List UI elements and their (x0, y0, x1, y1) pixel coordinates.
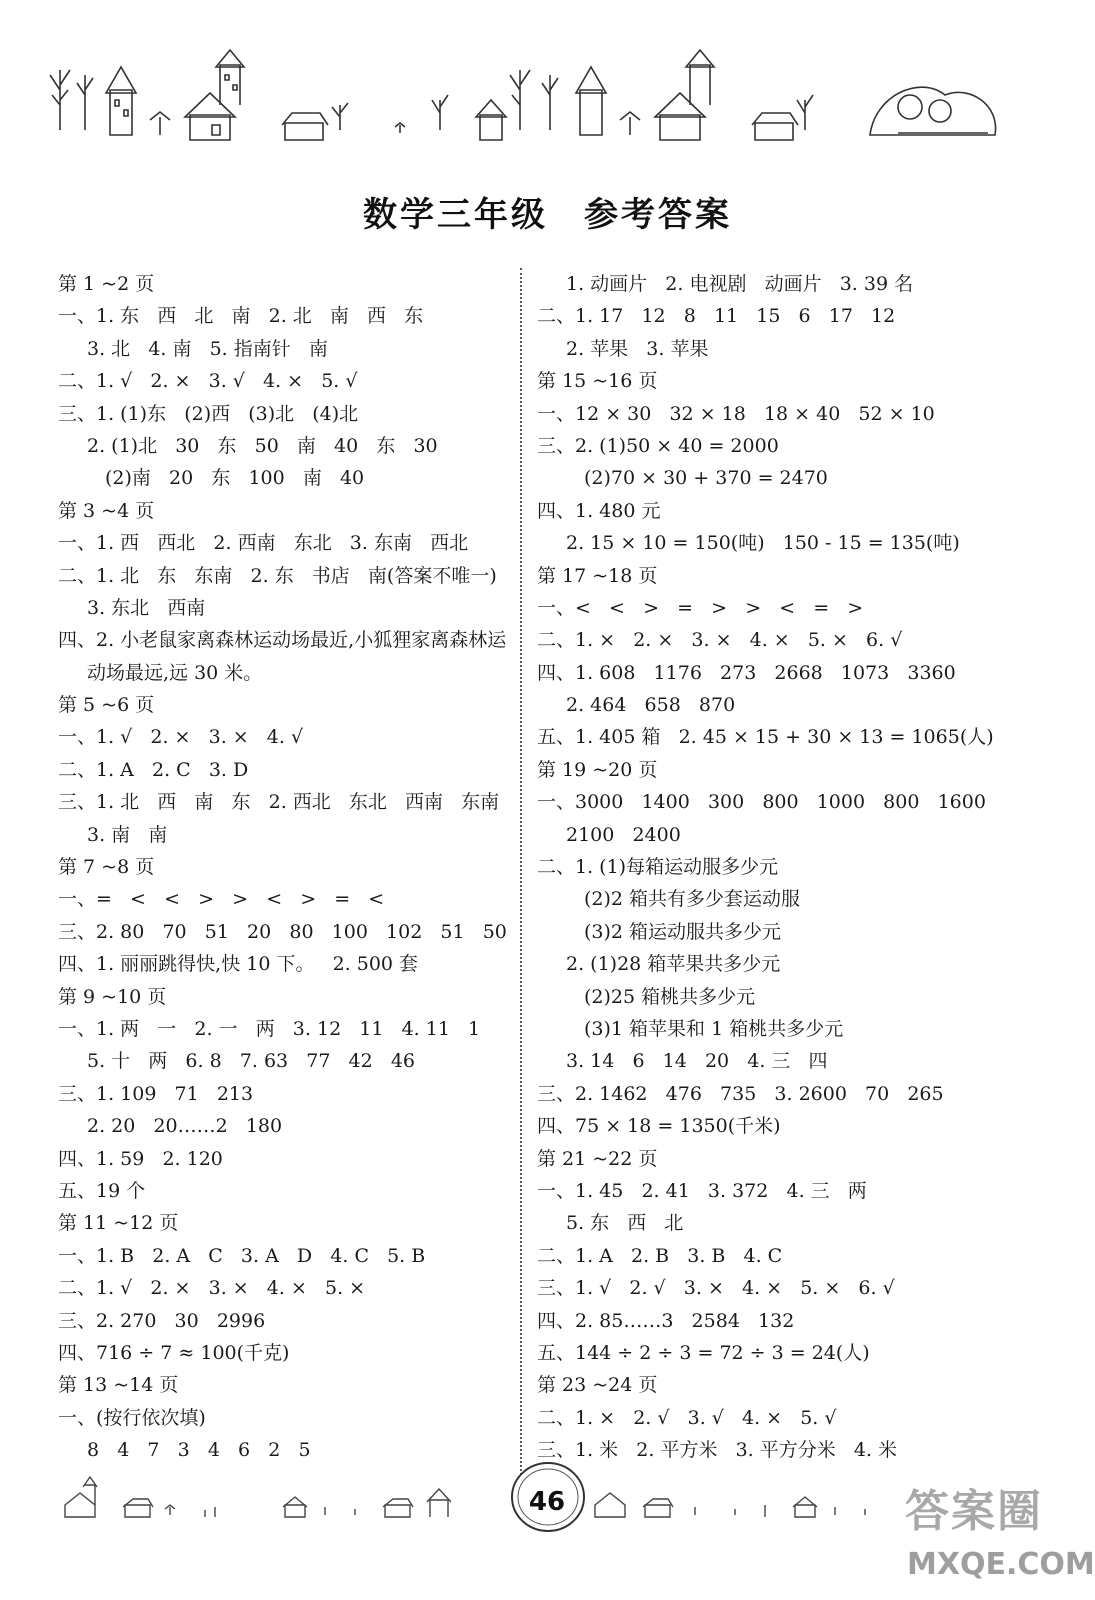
answer-line: 1. 动画片 2. 电视剧 动画片 3. 39 名 (566, 273, 914, 295)
answer-line: 五、1. 405 箱 2. 45 × 15 + 30 × 13 = 1065(人) (537, 726, 994, 749)
watermark (905, 1465, 1095, 1595)
answer-line: 二、1. A 2. C 3. D (58, 758, 249, 781)
answer-line: 2. (1)28 箱苹果共多少元 (566, 953, 781, 976)
answer-line: 2. 464 658 870 (566, 694, 736, 717)
answer-line: 3. 北 4. 南 5. 指南针 南 (87, 337, 328, 360)
answer-column-left (58, 268, 513, 1466)
page-range-heading: 第 23 ~24 页 (537, 1374, 658, 1397)
answer-line: 8 4 7 3 4 6 2 5 (87, 1439, 311, 1462)
answer-line: 四、1. 丽丽跳得快,快 10 下。 2. 500 套 (58, 953, 419, 976)
header-decoration (40, 45, 1040, 155)
answer-line: 四、2. 85……3 2584 132 (537, 1309, 795, 1332)
page-range-heading: 第 11 ~12 页 (58, 1212, 179, 1235)
answer-line: 一、3000 1400 300 800 1000 800 1600 (537, 791, 986, 814)
answer-line: 3. 14 6 14 20 4. 三 四 (566, 1050, 828, 1073)
answer-line: 四、1. 59 2. 120 (58, 1147, 223, 1170)
answer-line: (2)南 20 东 100 南 40 (105, 467, 365, 490)
answer-line: 二、1. × 2. × 3. × 4. × 5. × 6. √ (537, 629, 903, 652)
page-range-heading: 第 9 ~10 页 (58, 985, 167, 1008)
answer-line: 一、1. 45 2. 41 3. 372 4. 三 两 (537, 1179, 867, 1202)
answer-line: 5. 东 西 北 (566, 1212, 684, 1235)
answer-line: (2)70 × 30 + 370 = 2470 (584, 467, 828, 490)
page-range-heading: 第 13 ~14 页 (58, 1374, 179, 1397)
answer-line: 二、1. 北 东 东南 2. 东 书店 南(答案不唯一) (58, 564, 497, 587)
answer-line: 动场最远,远 30 米。 (87, 661, 263, 684)
answer-line: (2)2 箱共有多少套运动服 (584, 888, 801, 911)
answer-line: 二、1. √ 2. × 3. × 4. × 5. × (58, 1277, 366, 1300)
answer-line: 三、2. (1)50 × 40 = 2000 (537, 434, 779, 457)
answer-line: (3)2 箱运动服共多少元 (584, 920, 782, 943)
answer-line: 2. 苹果 3. 苹果 (566, 337, 709, 360)
answer-line: 四、75 × 18 = 1350(千米) (537, 1115, 781, 1138)
answer-line: 一、12 × 30 32 × 18 18 × 40 52 × 10 (537, 402, 935, 425)
answer-line: 一、(按行依次填) (58, 1406, 206, 1429)
page-range-heading: 第 7 ~8 页 (58, 856, 155, 879)
title-label: 参考答案 (584, 195, 732, 235)
answer-line: 三、1. 109 71 213 (58, 1082, 254, 1105)
answer-line: (2)25 箱桃共多少元 (584, 985, 756, 1008)
page-range-heading: 第 1 ~2 页 (58, 273, 155, 295)
answer-line: 一、1. B 2. A C 3. A D 4. C 5. B (58, 1244, 426, 1267)
answer-line: 三、1. √ 2. √ 3. × 4. × 5. × 6. √ (537, 1277, 895, 1300)
answer-line: 2. (1)北 30 东 50 南 40 东 30 (87, 434, 438, 457)
page-title (0, 187, 1095, 236)
page-range-heading: 第 21 ~22 页 (537, 1147, 658, 1170)
answer-line: 一、= < < > > < > = < (58, 888, 385, 911)
answer-line: 三、2. 270 30 2996 (58, 1309, 266, 1332)
answer-line: 二、1. × 2. √ 3. √ 4. × 5. √ (537, 1406, 837, 1429)
watermark-site: MXQE.COM (907, 1547, 1095, 1582)
answer-line: 2. 15 × 10 = 150(吨) 150 - 15 = 135(吨) (566, 532, 960, 555)
answer-line: 二、1. 17 12 8 11 15 6 17 12 (537, 305, 896, 328)
answer-line: 一、< < > = > > < = > (537, 596, 864, 619)
title-subject: 数学三年级 (363, 195, 548, 235)
page-number: 46 (528, 1487, 566, 1517)
answer-line: 五、19 个 (58, 1179, 146, 1202)
answer-line: 四、2. 小老鼠家离森林运动场最近,小狐狸家离森林运 (58, 629, 507, 652)
page-range-heading: 第 19 ~20 页 (537, 758, 658, 781)
answer-line: 2100 2400 (566, 823, 681, 846)
answer-line: 三、1. 米 2. 平方米 3. 平方分米 4. 米 (537, 1439, 898, 1462)
answer-line: 一、1. 西 西北 2. 西南 东北 3. 东南 西北 (58, 532, 469, 555)
answer-line: 二、1. (1)每箱运动服多少元 (537, 856, 779, 879)
answer-line: 三、2. 80 70 51 20 80 100 102 51 50 (58, 920, 507, 943)
watermark-logo: 答案圈 (905, 1486, 1043, 1537)
answer-line: 五、144 ÷ 2 ÷ 3 = 72 ÷ 3 = 24(人) (537, 1341, 870, 1364)
answer-line: 二、1. √ 2. × 3. √ 4. × 5. √ (58, 370, 358, 393)
page-range-heading: 第 3 ~4 页 (58, 499, 155, 522)
answer-line: 二、1. A 2. B 3. B 4. C (537, 1244, 783, 1267)
answer-line: 2. 20 20……2 180 (87, 1115, 283, 1138)
page-range-heading: 第 15 ~16 页 (537, 370, 658, 393)
answer-column-right (537, 268, 1057, 1466)
page-range-heading: 第 17 ~18 页 (537, 564, 658, 587)
answer-line: 三、1. 北 西 南 东 2. 西北 东北 西南 东南 (58, 791, 500, 814)
page-range-heading: 第 5 ~6 页 (58, 694, 155, 717)
answer-line: 三、2. 1462 476 735 3. 2600 70 265 (537, 1082, 944, 1105)
answer-line: 一、1. √ 2. × 3. × 4. √ (58, 726, 304, 749)
answer-line: 3. 东北 西南 (87, 596, 206, 619)
answer-line: (3)1 箱苹果和 1 箱桃共多少元 (584, 1017, 844, 1040)
answer-line: 5. 十 两 6. 8 7. 63 77 42 46 (87, 1050, 416, 1073)
answer-line: 3. 南 南 (87, 823, 168, 846)
answer-line: 四、716 ÷ 7 ≈ 100(千克) (58, 1341, 290, 1364)
answer-line: 一、1. 两 一 2. 一 两 3. 12 11 4. 11 1 (58, 1017, 481, 1040)
answer-line: 一、1. 东 西 北 南 2. 北 南 西 东 (58, 305, 424, 328)
answer-line: 四、1. 608 1176 273 2668 1073 3360 (537, 661, 956, 684)
column-divider (520, 268, 522, 1483)
answer-line: 四、1. 480 元 (537, 499, 661, 522)
answer-line: 三、1. (1)东 (2)西 (3)北 (4)北 (58, 402, 359, 425)
